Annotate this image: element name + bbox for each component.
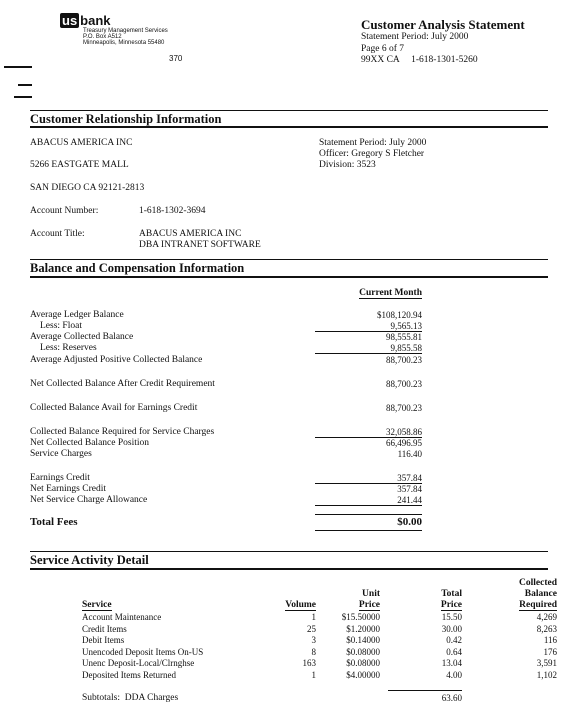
col-total-price: [441, 600, 462, 610]
customer-city: SAN DIEGO CA 92121-2813: [30, 183, 145, 193]
service-volume: 1: [311, 612, 316, 622]
service-volume: 3: [311, 635, 316, 646]
balance-row-value: 9,565.13: [315, 321, 422, 332]
header-period: Statement Period: July 2000: [361, 32, 469, 42]
balance-row-value: $108,120.94: [377, 310, 422, 320]
col-balance: Balance: [524, 589, 557, 599]
balance-row-label: Less: Float: [40, 321, 82, 331]
divider: [30, 126, 548, 128]
service-total-price: 13.04: [441, 658, 462, 669]
col-required-label: Required: [519, 600, 557, 610]
address-line: Minneapolis, Minnesota 55480: [83, 40, 165, 46]
col-volume: [285, 600, 316, 610]
col-total-price-label: Price: [440, 600, 462, 610]
balance-row-value: 88,700.23: [386, 379, 422, 389]
account-number-label: Account Number:: [30, 206, 99, 216]
balance-row-label: Net Collected Balance After Credit Requirement: [30, 379, 215, 389]
balance-row-label: Average Adjusted Positive Collected Balance: [30, 355, 203, 365]
col-unit: Unit: [362, 589, 380, 599]
logo-text: bank: [80, 13, 111, 28]
logo-prefix: us: [62, 13, 78, 28]
balance-row-label: Average Collected Balance: [30, 332, 134, 342]
margin-mark: [18, 84, 32, 86]
balance-row-label: Net Collected Balance Position: [30, 438, 149, 448]
margin-mark: [14, 96, 32, 98]
section-heading-relationship: Customer Relationship Information: [30, 112, 222, 126]
address-line: Treasury Management Services: [83, 28, 168, 34]
balance-row-label: Service Charges: [30, 449, 92, 459]
statement-title: Customer Analysis Statement: [361, 17, 525, 32]
account-title-line: ABACUS AMERICA INC: [139, 229, 242, 239]
balance-row-value: 116.40: [397, 449, 422, 459]
header-account: 99XX CA 1-618-1301-5260: [361, 55, 478, 65]
service-name: Credit Items: [82, 623, 127, 634]
balance-row-value: 66,496.95: [386, 438, 422, 448]
service-volume: 1: [311, 670, 316, 680]
col-service: [82, 600, 112, 610]
service-name: Unencoded Deposit Items On-US: [82, 646, 204, 657]
account-title-label: Account Title:: [30, 229, 85, 239]
balance-row-label: Earnings Credit: [30, 473, 90, 483]
service-total-price: 4.00: [446, 670, 462, 680]
service-unit-price: $1.20000: [346, 623, 380, 634]
service-volume: 163: [302, 658, 316, 669]
service-balance-required: 4,269: [536, 612, 557, 622]
subtotal-label: Subtotals: DDA Charges: [82, 693, 179, 703]
total-fees-value: $0.00: [397, 516, 422, 528]
balance-row-value: 98,555.81: [386, 332, 422, 342]
balance-row-value: 357.84: [315, 473, 422, 484]
divider: [388, 690, 462, 691]
divider: [315, 530, 422, 531]
divider: [30, 568, 548, 570]
service-unit-price: $4.00000: [346, 670, 380, 680]
col-required: [519, 600, 557, 610]
balance-row-value: 88,700.23: [386, 403, 422, 413]
service-balance-required: 8,263: [536, 623, 557, 634]
service-balance-required: 176: [543, 646, 557, 657]
balance-row-label: Collected Balance Avail for Earnings Credit: [30, 403, 198, 413]
divider: [30, 259, 548, 260]
divider: [30, 551, 548, 552]
address-line: P.O. Box A512: [83, 34, 122, 40]
account-title-line: DBA INTRANET SOFTWARE: [139, 240, 261, 250]
bank-code: 370: [169, 54, 183, 63]
total-fees-label: Total Fees: [30, 516, 78, 528]
subtotal-value: 63.60: [441, 693, 462, 703]
col-service-label: Service: [82, 600, 112, 610]
header-page: Page 6 of 7: [361, 44, 405, 54]
bank-address: [83, 28, 168, 46]
balance-row-value: 32,058.86: [315, 427, 422, 438]
bank-logo: [60, 13, 111, 28]
balance-row-label: Less: Reserves: [40, 343, 97, 353]
section-heading-balance: Balance and Compensation Information: [30, 261, 245, 275]
balance-row-label: Net Service Charge Allowance: [30, 495, 148, 505]
current-month-header: [359, 288, 422, 298]
account-number: 1-618-1302-3694: [139, 206, 206, 216]
current-month-label: Current Month: [359, 288, 422, 298]
margin-mark: [4, 66, 32, 68]
service-name: Account Maintenance: [82, 612, 162, 622]
balance-row-value: 357.84: [397, 484, 422, 494]
col-unit-price: [359, 600, 380, 610]
balance-row-label: Collected Balance Required for Service Charges: [30, 427, 215, 437]
service-total-price: 0.64: [446, 646, 462, 657]
service-unit-price: $0.08000: [346, 658, 380, 669]
service-name: Deposited Items Returned: [82, 670, 176, 680]
relationship-officer: Officer: Gregory S Fletcher: [319, 149, 425, 159]
customer-name: ABACUS AMERICA INC: [30, 138, 133, 148]
divider: [315, 514, 422, 515]
balance-row-value: 9,855.58: [315, 343, 422, 354]
section-heading-service: Service Activity Detail: [30, 553, 149, 567]
relationship-period: Statement Period: July 2000: [319, 138, 427, 148]
col-unit-price-label: Price: [358, 600, 380, 610]
col-total: Total: [441, 589, 462, 599]
service-name: Debit Items: [82, 635, 125, 646]
balance-row-value: 88,700.23: [386, 355, 422, 365]
service-unit-price: $0.14000: [346, 635, 380, 646]
service-balance-required: 1,102: [536, 670, 557, 680]
service-volume: 25: [307, 623, 316, 634]
col-volume-label: Volume: [285, 600, 316, 610]
balance-row-label: Average Ledger Balance: [30, 310, 124, 320]
col-collected: Collected: [519, 578, 557, 588]
customer-street: 5266 EASTGATE MALL: [30, 160, 129, 170]
service-balance-required: 116: [543, 635, 557, 646]
service-total-price: 30.00: [441, 623, 462, 634]
service-total-price: 15.50: [441, 612, 462, 622]
divider: [30, 276, 548, 278]
balance-row-value: 241.44: [315, 495, 422, 506]
relationship-division: Division: 3523: [319, 160, 376, 170]
service-unit-price: $15.50000: [341, 612, 380, 622]
service-total-price: 0.42: [446, 635, 462, 646]
service-name: Unenc Deposit-Local/Clrnghse: [82, 658, 195, 669]
service-unit-price: $0.08000: [346, 646, 380, 657]
divider: [30, 110, 548, 111]
balance-row-label: Net Earnings Credit: [30, 484, 106, 494]
service-balance-required: 3,591: [536, 658, 557, 669]
service-volume: 8: [311, 646, 316, 657]
